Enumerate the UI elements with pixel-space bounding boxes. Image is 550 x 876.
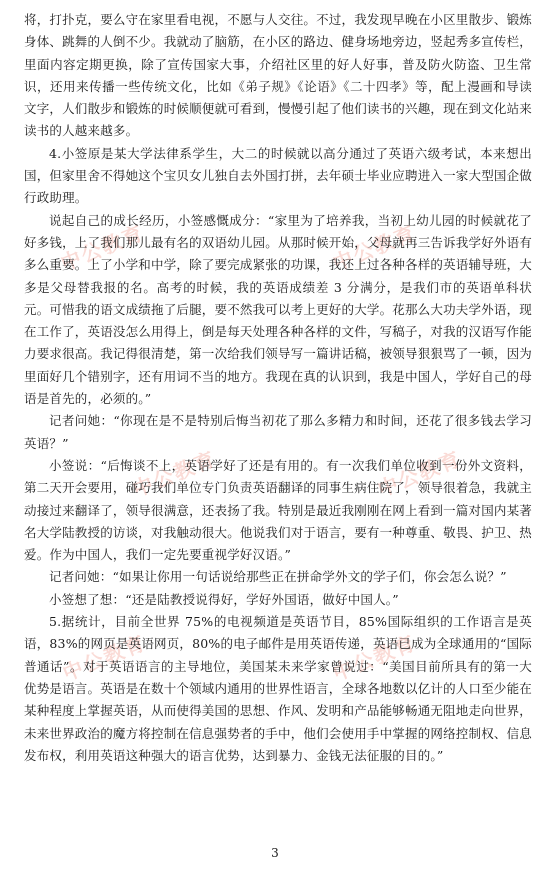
watermark: 中公教育 [59,630,150,686]
body-text [24,9,532,767]
paragraph: 将，打扑克，要么守在家里看电视，不愿与人交往。不过，我发现早晚在小区里散步、锻炼身体、跳舞的人倒不少。我就动了脑筋，在小区的路边、健身场地旁边，竖起秀多宣传栏，里面内容定期更换，除了宣传国家大事，介绍社区里的好人好事，普及防火防盗、卫生常识，还用来传播一些传统文化，比如《弟子规》《论语》《二十四孝》等，配上漫画和导读文字，人们散步和锻炼的时候顺便就可看到，慢慢引起了他们读书的兴趣，现在到文化站来读书的人越来越多。 [24,12,533,139]
watermark: 中公教育 [57,220,148,276]
watermark: 中公教育 [329,220,420,276]
paragraph: 5.据统计，目前全世界 75%的电视频道是英语节目，85%国际组织的工作语言是英语，83%的网页是英语网页，80%的电子邮件是用英语传递，英语已成为全球通用的“国际普通话”。对于英语语言的主导地位，美国某未来学家曾说过：“美国目前所具有的第一大优势是语言。英语是在数十个领域内通用的世界性语言，全球各地数以亿计的人口至少能在某种程度上掌握英语，从而使得美国的思想、作风、发明和产品能够畅通无阻地走向世界，未来世界政治的魔方将控制在信息强势者的手中，他们会使用手中掌握的网络控制权、信息发布权，利用英语这种强大的语言优势，达到暴力、金钱无法征服的目的。” [24,614,533,763]
paragraph: 小签想了想：“还是陆教授说得好，学好外国语，做好中国人。” [49,591,399,607]
paragraph: 小签说：“后悔谈不上，英语学好了还是有用的。有一次我们单位收到一份外文资料，第二天开会要用，碰巧我们单位专门负责英语翻译的同事生病住院了，领导很着急，我就主动接过来翻译了，领导很满意，还表扬了我。特别是最近我刚刚在网上看到一篇对国内某著名大学陆教授的访谈，对我触动很大。他说我们对于语言，要有一种尊重、敬畏、护卫、热爱。作为中国人，我们一定先要重视学好汉语。” [24,457,533,563]
paragraph: 4.小签原是某大学法律系学生，大二的时候就以高分通过了英语六级考试，本来想出国，但家里舍不得她这个宝贝女儿独自去外国打拼，去年硕士毕业应聘进入一家大型国企做行政助理。 [24,145,533,206]
paragraph: 说起自己的成长经历，小签感慨成分：“家里为了培养我，当初上幼儿园的时候就花了好多钱，上了我们那儿最有名的双语幼儿园。从那时候开始，父母就再三告诉我学好外语有多么重要。上了小学和中学，除了要完成紧张的功课，我还上过各种各样的英语辅导班，大多是父母替我报的名。高考的时候，我的英语成绩差 3 分满分，是我们市的英语单科状元。可惜我的语文成绩拖了后腿，要不然我可以考上更好的大学。花那么大功夫学外语，现在工作了，英语没怎么用得上，倒是每天处理各种各样的文件，写稿子，对我的汉语写作能力要求很高。我记得很清楚，第一次给我们领导写一篇讲话稿，被领导狠狠骂了一顿，因为里面好几个错别字，还有用词不当的地方。我现在真的认识到，我是中国人，学好自己的母语是首先的，必须的。” [24,212,533,407]
paragraph: 记者问她：“你现在是不是特别后悔当初花了那么多精力和时间，还花了很多钱去学习英语？” [24,413,532,451]
watermark: 中公教育 [129,446,220,502]
watermark: 中公教育 [329,630,420,686]
page-number: 3 [271,846,279,860]
watermark: 中公教育 [374,446,465,502]
paragraph: 记者问她：“如果让你用一句话说给那些正在拼命学外文的学子们，你会怎么说？” [49,569,507,585]
